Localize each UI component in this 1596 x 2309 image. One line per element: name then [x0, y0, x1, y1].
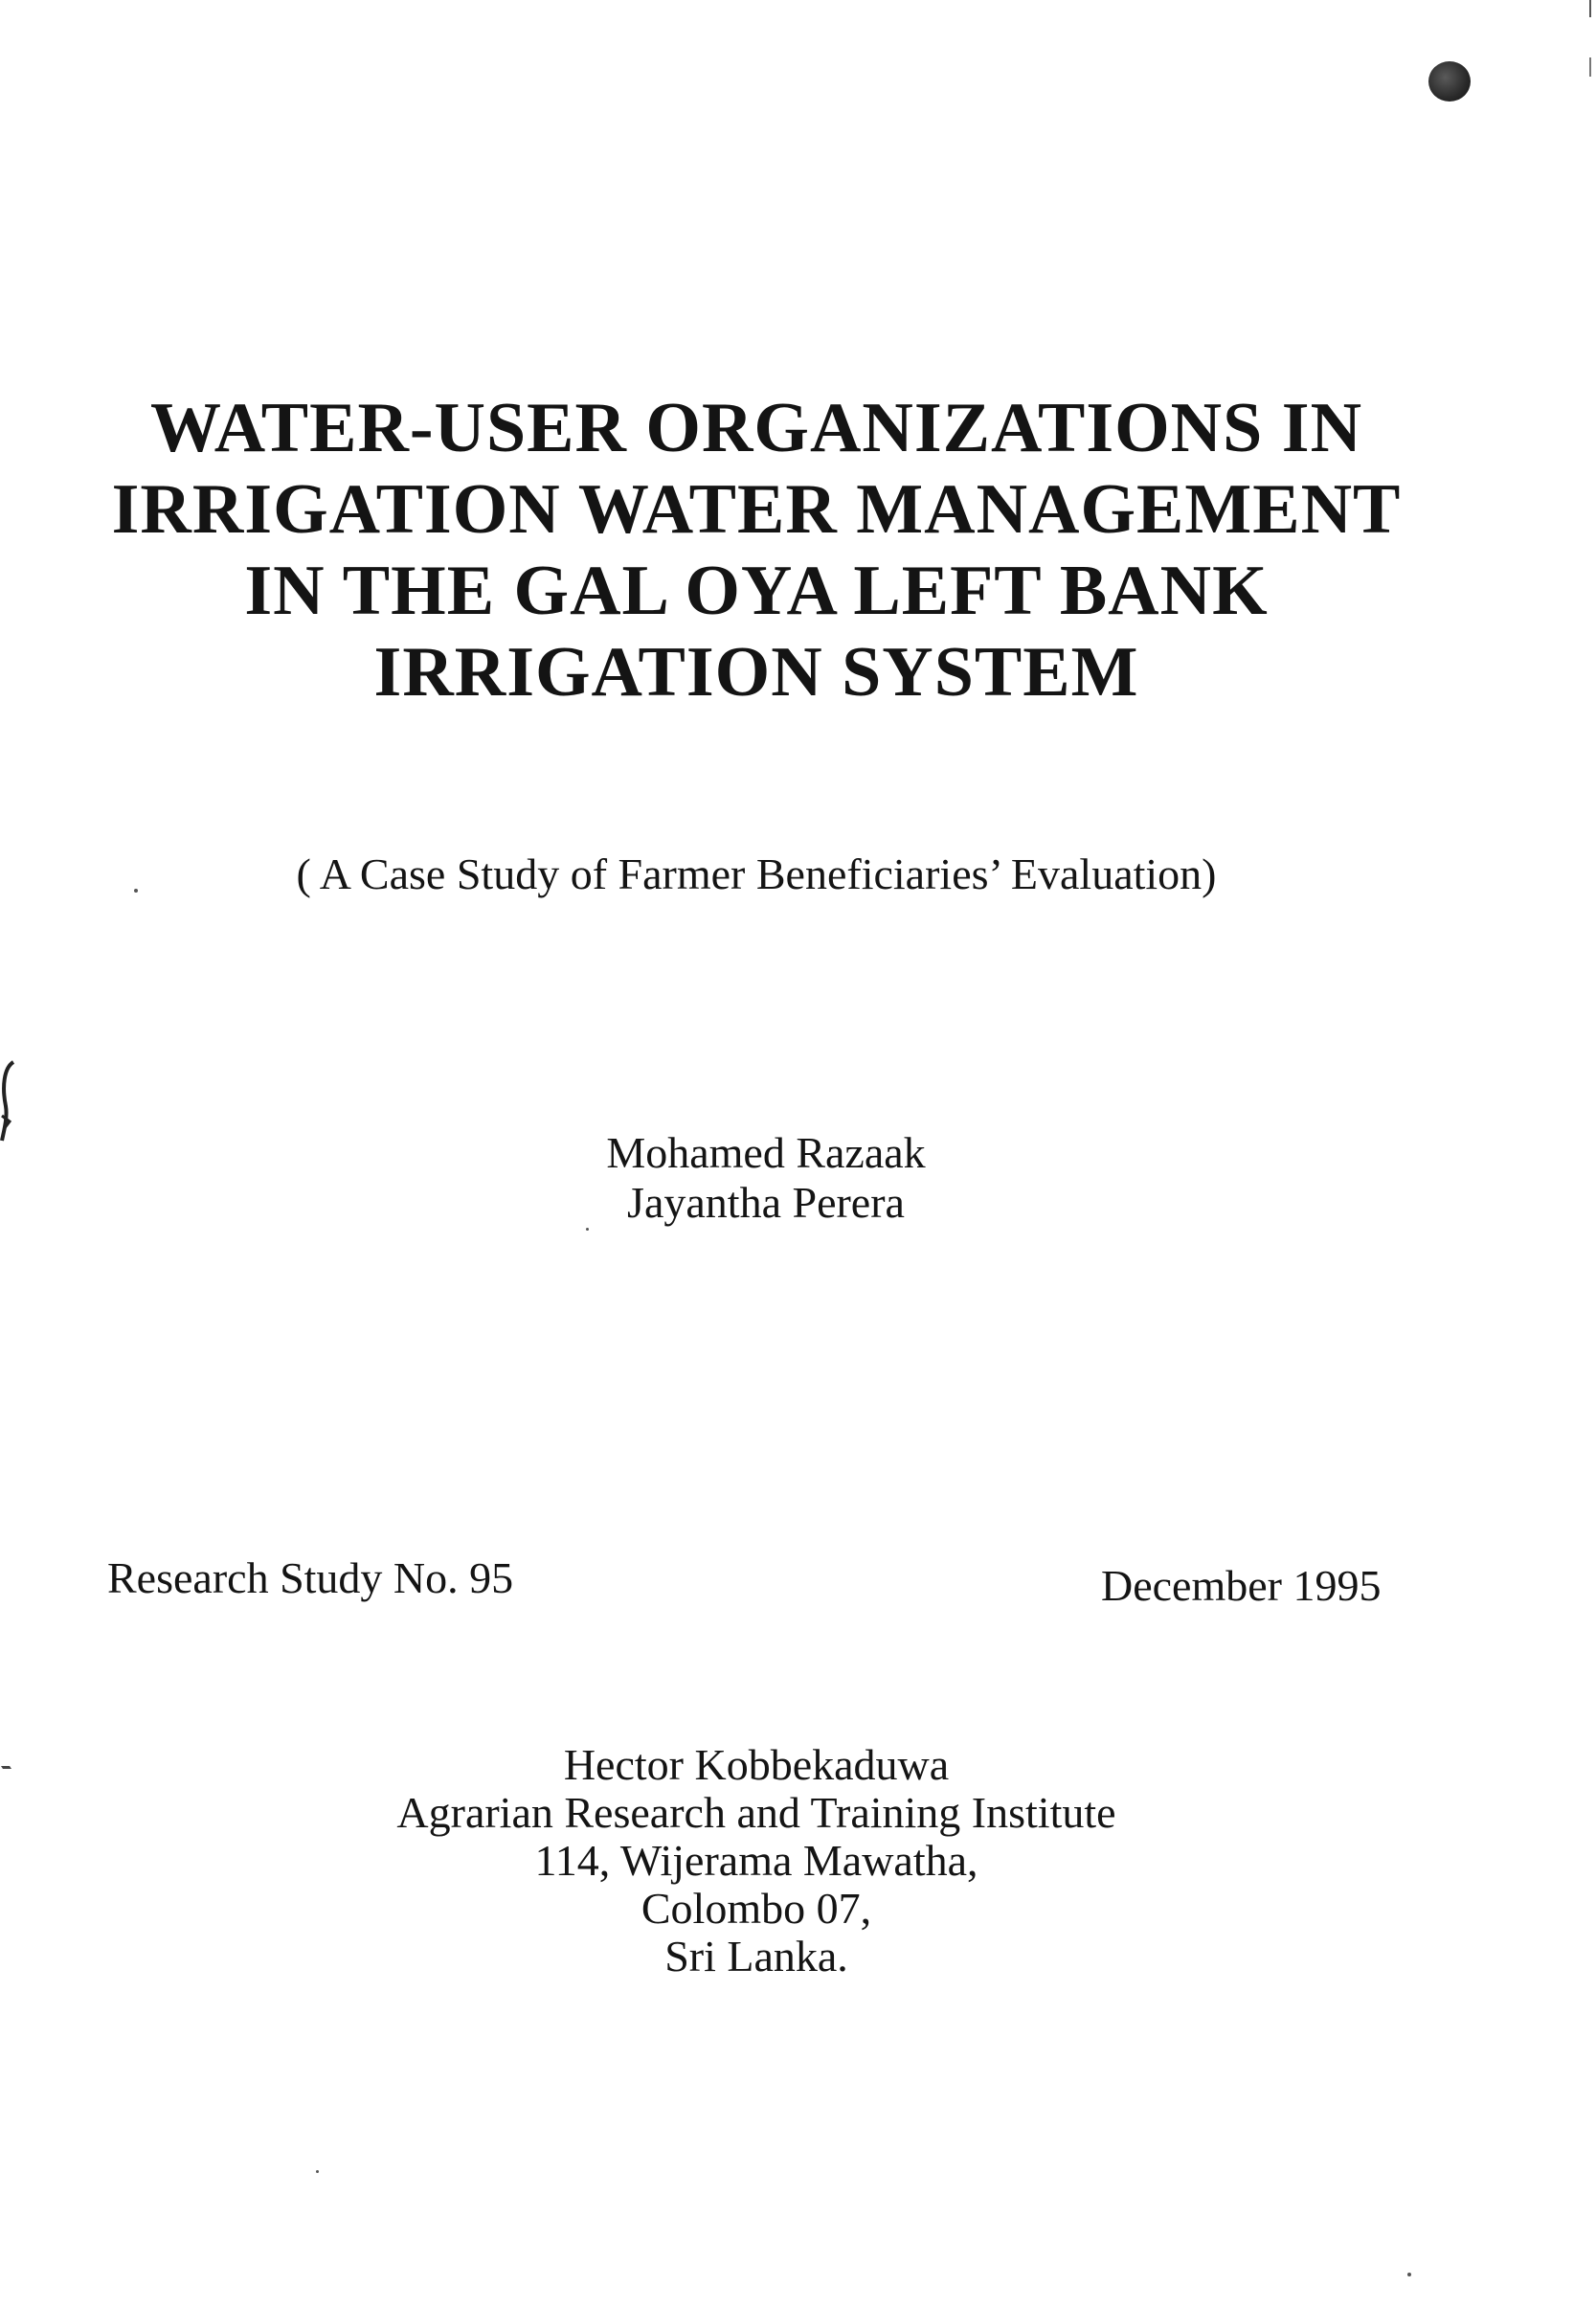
document-title: [57, 388, 1455, 713]
author-list: [479, 1128, 1053, 1228]
dust-speck: [316, 2170, 319, 2173]
edge-line-mark: [1585, 0, 1596, 115]
title-line: IRRIGATION WATER MANAGEMENT: [111, 470, 1402, 549]
publisher-line: Agrarian Research and Training Institute: [396, 1788, 1116, 1837]
title-line: WATER-USER ORGANIZATIONS IN: [149, 389, 1363, 467]
publisher-line: Hector Kobbekaduwa: [563, 1740, 950, 1789]
title-line: IRRIGATION SYSTEM: [373, 633, 1139, 712]
dust-speck: [586, 1228, 589, 1231]
publisher-line: 114, Wijerama Mawatha,: [534, 1836, 978, 1885]
author-name: Jayantha Perera: [627, 1178, 905, 1227]
edge-speck-mark: [0, 1760, 13, 1772]
punch-hole-mark: [1428, 61, 1471, 102]
binding-edge-mark: [0, 1058, 17, 1144]
author-name: Mohamed Razaak: [606, 1128, 926, 1177]
publication-date: December 1995: [1101, 1561, 1382, 1610]
title-line: IN THE GAL OYA LEFT BANK: [244, 552, 1269, 630]
publisher-line: Sri Lanka.: [664, 1932, 848, 1981]
publisher-address: [278, 1741, 1235, 1981]
series-number: Research Study No. 95: [107, 1553, 514, 1602]
publisher-line: Colombo 07,: [641, 1884, 872, 1933]
dust-speck: [1407, 2273, 1411, 2276]
document-subtitle: ( A Case Study of Farmer Beneficiaries’ Evaluation): [296, 849, 1217, 898]
